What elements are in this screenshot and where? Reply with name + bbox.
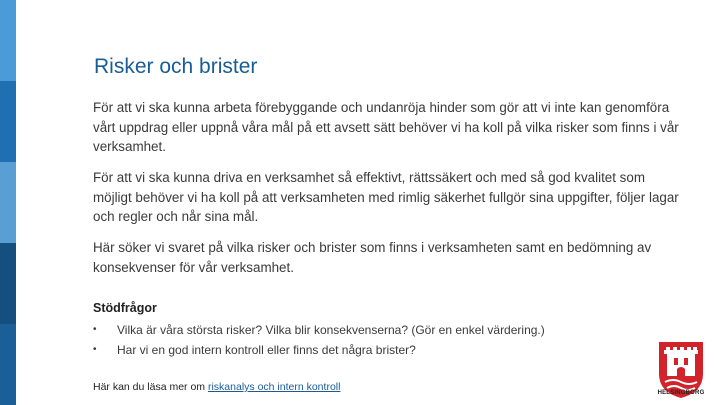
stripe-segment: [0, 81, 16, 162]
bullet: •: [93, 344, 97, 355]
slide-title: Risker och brister: [94, 55, 258, 78]
list-item: [93, 340, 653, 360]
footer-text: Här kan du läsa mer om: [93, 381, 208, 393]
question-text: Vilka är våra största risker? Vilka blir konsekvenserna? (Gör en enkel värdering.): [117, 323, 545, 337]
stripe-segment: [0, 243, 16, 324]
list-item: [93, 320, 653, 340]
stripe-segment: [0, 324, 16, 405]
support-questions-heading: Stödfrågor: [93, 301, 157, 315]
paragraph-prevention: För att vi ska kunna arbeta förebyggande och undanröja hinder som gör att vi inte kan genomföra vårt uppdrag eller uppnå våra mål på ett avsett sätt behöver vi ha koll på vilka risker som finns i vår verksamhet.: [93, 100, 679, 154]
read-more-footer: [93, 381, 340, 393]
question-text: Har vi en god intern kontroll eller finns det några brister?: [117, 343, 416, 357]
paragraph-efficiency: För att vi ska kunna driva en verksamhet så effektivt, rättssäkert och med så god kvalitet som möjligt behöver vi ha koll på att verksamheten med rimlig säkerhet fullgör sina uppgifter, följer lagar och regler och når sina mål.: [93, 170, 679, 224]
logo-text: HELSINGBORG: [657, 390, 705, 396]
support-questions-list: [93, 320, 653, 360]
stripe-segment: [0, 162, 16, 243]
risk-analysis-link[interactable]: riskanalys och intern kontroll: [207, 381, 341, 393]
bullet: •: [93, 324, 97, 335]
stripe-segment: [0, 0, 16, 81]
paragraph-answer: Här söker vi svaret på vilka risker och brister som finns i verksamheten samt en bedömning av konsekvenser för vår verksamhet.: [93, 240, 652, 275]
